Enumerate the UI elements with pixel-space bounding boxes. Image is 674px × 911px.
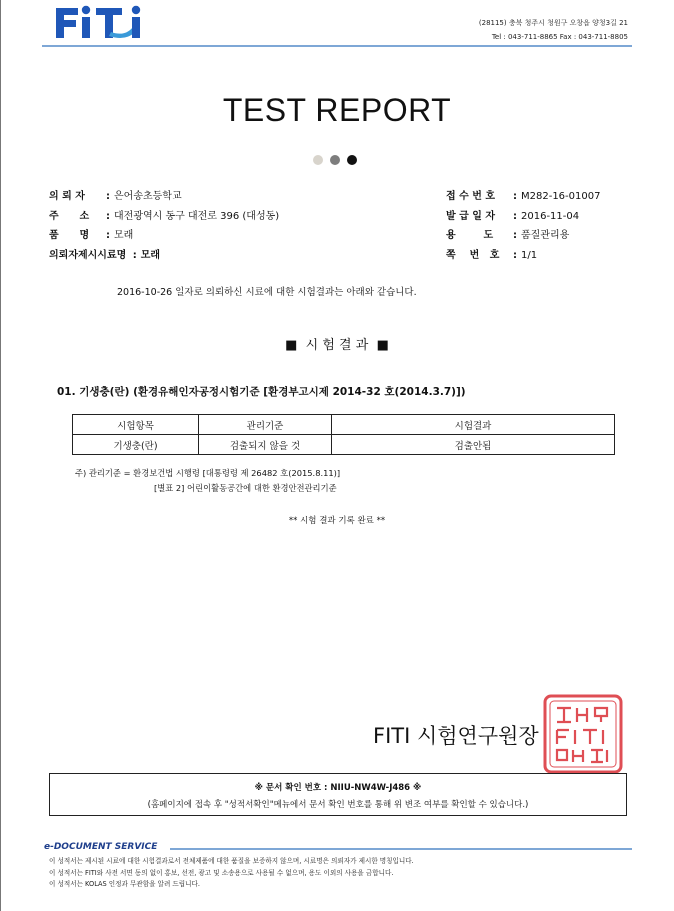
receipt-no-label: 접 수 번 호 [446,191,496,202]
sample-value: 모래 [140,249,161,261]
note-line-1: 주) 관리기준 = 환경보건법 시행령 [대통령령 제 26482 호(2015.8.11)] [75,468,341,478]
receipt-no-value: M282-16-01007 [521,191,601,202]
confirmation-instructions: (홈페이지에 접속 후 "성적서확인"메뉴에서 문서 확인 번호를 통해 위 변조 여부를 확인할 수 있습니다.) [147,800,529,810]
footer-rule [170,848,632,850]
header-rule [42,45,632,47]
fiti-logo [52,2,156,42]
standard-note [75,466,340,496]
purpose-label: 용 도 [446,230,494,241]
dot-mid [330,155,340,165]
table-cell: 검출되지 않을 것 [199,435,332,455]
issue-date-label: 발 급 일 자 [446,210,496,222]
table-row [73,435,615,455]
table-cell: 검출안됨 [332,435,615,455]
official-seal-stamp [541,692,625,776]
header-cell: 관리기준 [199,415,332,435]
note-line-2: [별표 2] 어린이활동공간에 대한 환경안전관리기준 [154,483,337,493]
tel-fax-line: Tel : 043-711-8865 Fax : 043-711-8805 [491,33,628,41]
director-signature: FITI 시험연구원장 [373,724,539,748]
page-value: 1/1 [521,249,538,261]
table-cell: 기생충(란) [73,435,199,455]
page-title: TEST REPORT [222,92,452,128]
test-item-title: 01. 기생충(란) (환경유해인자공정시험기준 [환경부고시제 2014-32 호(2014.3.7)]) [57,386,466,398]
table-header-row [73,415,615,435]
header-cell: 시험항목 [73,415,199,435]
page-border [0,0,1,911]
dot-light [313,155,323,165]
address-label: 주 소 [49,210,90,222]
intro-text: 2016-10-26 일자로 의뢰하신 시료에 대한 시험결과는 아래와 같습니다. [117,287,417,298]
purpose-value: 품질관리용 [521,230,570,241]
header-address [479,16,628,44]
disclaimer-line: 이 성적서는 제시된 시료에 대한 시험결과로서 전체제품에 대한 품질을 보증하지 않으며, 시료명은 의뢰자가 제시한 명칭입니다. [49,857,414,865]
item-value: 모래 [114,230,134,241]
header-cell: 시험결과 [332,415,615,435]
receipt-info: 접 수 번 호 : M282-16-01007 발 급 일 자 : 2016-11-04 용 도 : 품질관리용 쪽 번 호 : 1/1 [446,187,600,265]
decorative-dots [313,150,364,169]
results-table [72,414,615,455]
page-label: 쪽 번 호 [446,249,500,261]
section-heading: ■ 시 험 결 과 ■ [285,338,389,353]
document-confirmation-box [49,773,627,816]
end-of-record: ** 시험 결과 기록 완료 ** [288,516,386,526]
address-value: 대전광역시 동구 대전로 396 (대성동) [114,210,280,222]
disclaimer-line: 이 성적서는 FITI와 사전 서면 동의 없이 홍보, 선전, 광고 및 소송용으로 사용될 수 없으며, 용도 이외의 사용을 금합니다. [49,868,394,877]
requester-label: 의 뢰 자 [49,191,85,202]
requester-value: 은어송초등학교 [114,191,182,202]
sample-label: 의뢰자제시시료명 [49,249,127,261]
disclaimers [49,856,414,891]
dot-dark [347,155,357,165]
edocument-service-label: e-DOCUMENT SERVICE [44,842,158,852]
client-info: 의 뢰 자 : 은어송초등학교 주 소 : 대전광역시 동구 대전로 396 (대성동) 품 명 : 모래 의뢰자제시시료명 : 모래 [49,187,279,265]
confirmation-number: ※ 문서 확인 번호 : NIIU-NW4W-J486 ※ [254,783,422,793]
disclaimer-line: 이 성적서는 KOLAS 인정과 무관함을 알려 드립니다. [49,880,200,888]
issue-date-value: 2016-11-04 [521,210,580,222]
item-label: 품 명 [49,230,90,241]
address-line: (28115) 충북 청주시 청원구 오창읍 양청3길 21 [478,19,628,27]
